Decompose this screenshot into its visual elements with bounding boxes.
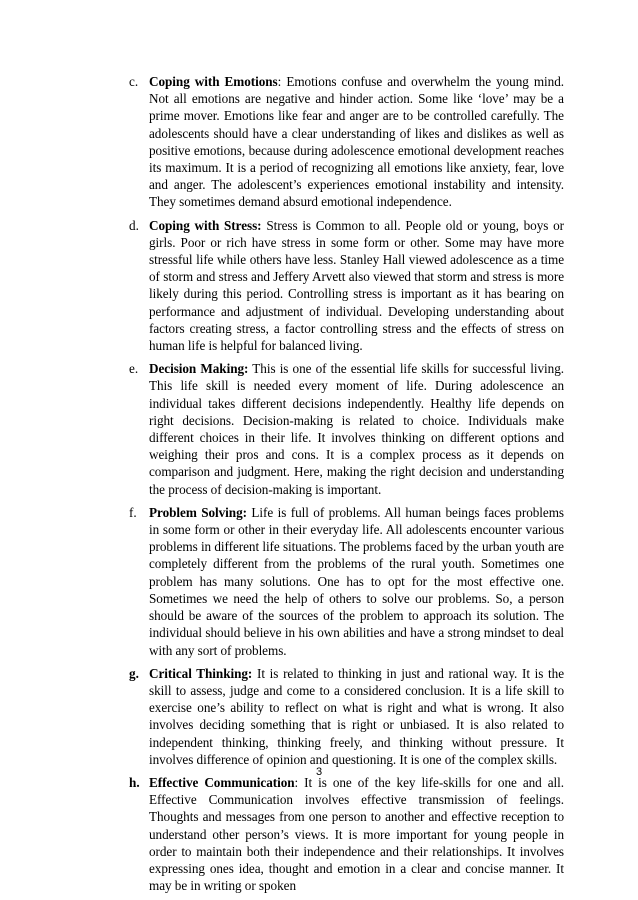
list-marker: g. <box>129 665 139 681</box>
list-item-body <box>149 73 564 211</box>
list-item-decision-making <box>129 360 564 498</box>
list-marker: c. <box>129 74 139 89</box>
list-item-body <box>149 774 564 894</box>
list-marker: e. <box>129 361 139 377</box>
list-item-body <box>149 360 564 498</box>
page-number: 3 <box>315 766 323 778</box>
item-heading: Coping with Emotions <box>149 74 278 89</box>
item-heading: Coping with Stress: <box>149 217 262 233</box>
item-heading: Effective Communication <box>149 774 295 790</box>
item-text: It is related to thinking in just and rational way. It is the skill to assess, judge and come to a considered conclusion. It is a life skill to exercise one’s ability to reflect on what is right and what is wrong. It also involves deciding something that is right or unbiased. It is also related to independent thinking, thinking freely, and thinking without pressure. It involves difference of opinion and questioning. It is one of the complex skills. <box>149 665 565 767</box>
list-item-coping-emotions <box>129 73 564 211</box>
item-text: Emotions confuse and overwhelm the young mind. Not all emotions are negative and hinder action. Some like ‘love’ may be a prime mover. Emotions like fear and anger are to be controlled carefully. The adolescents should have a clear understanding of likes and dislikes as well as positive emotions, because during adolescence emotional development reaches its maximum. It is a period of recognizing all emotions like anxiety, fear, love and anger. The adolescent’s experiences emotional instability and intensity. They sometimes demand absurd emotional independence. <box>149 74 564 210</box>
item-text: It is one of the key life-skills for one and all. Effective Communication involves effective transmission of feelings. Thoughts and messages from one person to another and effective reception to understand other person’s views. It is more important for young people in order to maintain both their independence and their relationships. It involves expressing ones idea, thought and emotion in a clear and concise manner. It may be in writing or spoken <box>149 774 564 894</box>
list-item-problem-solving <box>129 504 564 659</box>
list-marker: d. <box>129 217 139 233</box>
item-heading: Decision Making: <box>149 361 249 377</box>
list-item-body <box>149 504 564 659</box>
item-text: This is one of the essential life skills for successful living. This life skill is needed every moment of life. During adolescence an individual takes different decisions independently. Healthy life depends on right decisions. Decision-making is related to choice. Individuals make different choices in their life. It involves thinking on different options and weighing their pros and cons. It is a complex process as it depends on comparison and judgment. Here, making the right decision and understanding the process of decision-making is important. <box>149 361 564 497</box>
list-item-effective-communication <box>129 774 564 894</box>
list-item-body <box>149 217 564 355</box>
heading-separator: : <box>294 774 305 790</box>
item-text: Life is full of problems. All human beings faces problems in some form or other in their everyday life. All adolescents encounter various problems in different life situations. The problems faced by the urban youth are completely different from the problems of the rural youth. Sometimes one problem has many solutions. One has to opt for the most effective one. Sometimes we need the help of others to solve our problems. So, a person should be aware of the sources of the problem to approach its solution. The individual should believe in his own abilities and have a strong mindset to deal with any sort of problems. <box>149 504 564 658</box>
item-text: Stress is Common to all. People old or young, boys or girls. Poor or rich have stress in some form or other. Some may have more stressful life while others have less. Stanley Hall viewed adolescence as a time of storm and stress and Jeffery Arvett also viewed that storm and stress is more likely during this period. Controlling stress is important as it has bearing on performance and adjustment of individual. Developing understanding about factors creating stress, a factor controlling stress and the effects of stress on human life is helpful for balanced living. <box>149 217 565 354</box>
list-item-critical-thinking <box>129 665 564 768</box>
item-heading: Critical Thinking: <box>149 665 253 681</box>
list-marker: h. <box>129 774 140 790</box>
list-item-coping-stress <box>129 217 564 355</box>
list-marker: f. <box>129 504 137 520</box>
item-heading: Problem Solving: <box>149 504 247 520</box>
heading-separator: : <box>277 74 287 89</box>
list-item-body <box>149 665 564 768</box>
